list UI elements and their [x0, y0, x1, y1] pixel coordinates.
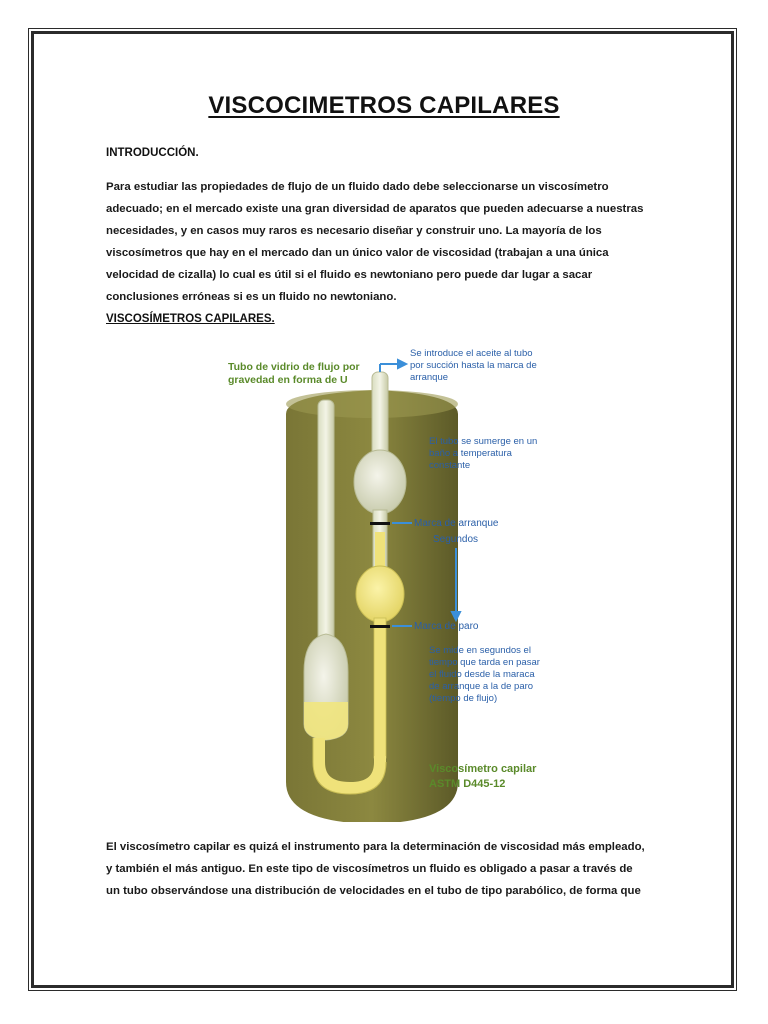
- body-line: El viscosímetro capilar es quizá el instrumento para la determinación de viscosidad más empleado,: [106, 841, 645, 853]
- upper-bulb: [354, 450, 406, 514]
- viscometer-illustration: [226, 342, 556, 822]
- intro-line: velocidad de cizalla) lo cual es útil si el fluido es newtoniano pero puede dar lugar a sacar: [106, 269, 593, 281]
- document-title: VISCOCIMETROS CAPILARES: [208, 92, 560, 119]
- body-line: un tubo observándose una distribución de velocidades en el tubo de tipo parabólico, de forma que: [106, 885, 641, 897]
- body-line: y también el más antiguo. En este tipo de viscosímetros un fluido es obligado a pasar a través de: [106, 863, 633, 875]
- lower-bulb: [356, 566, 404, 622]
- intro-paragraph: [106, 176, 666, 308]
- intro-line: adecuado; en el mercado existe una gran diversidad de aparatos que pueden adecuarse a nuestras: [106, 203, 644, 215]
- viscometer-figure: [226, 342, 556, 822]
- label-model: Viscosímetro capilar ASTM D445-12: [429, 763, 537, 790]
- stop-mark: [370, 625, 390, 628]
- label-measure: Se mide en segundos el tiempo que tarda en pasar el fluido desde la maraca de arranque a la de paro (tiempo de flujo): [429, 645, 540, 704]
- intro-heading: INTRODUCCIÓN.: [106, 147, 199, 159]
- body-paragraph: [106, 836, 666, 902]
- label-stop-mark: Marca de paro: [414, 621, 479, 632]
- intro-line: Para estudiar las propiedades de flujo de un fluido dado debe seleccionarse un viscosímetro: [106, 181, 609, 193]
- intro-line: necesidades, y en casos muy raros es necesario diseñar y construir uno. La mayoría de los: [106, 225, 602, 237]
- intro-line: viscosímetros que hay en el mercado dan un único valor de viscosidad (trabajan a una única: [106, 247, 609, 259]
- start-mark: [370, 522, 390, 525]
- label-seconds: Segundos: [433, 534, 479, 545]
- label-start-mark: Marca de arranque: [414, 518, 499, 529]
- left-tube: [318, 400, 334, 658]
- label-bath: El tubo se sumerge en un baño a temperatura constante: [429, 436, 538, 471]
- intro-line: conclusiones erróneas si es un fluido no newtoniano.: [106, 291, 397, 303]
- section-heading: VISCOSÍMETROS CAPILARES.: [106, 313, 275, 325]
- label-tube: Tubo de vidrio de flujo por gravedad en forma de U: [228, 361, 360, 386]
- label-suction: Se introduce el aceite al tubo por succión hasta la marca de arranque: [410, 348, 537, 383]
